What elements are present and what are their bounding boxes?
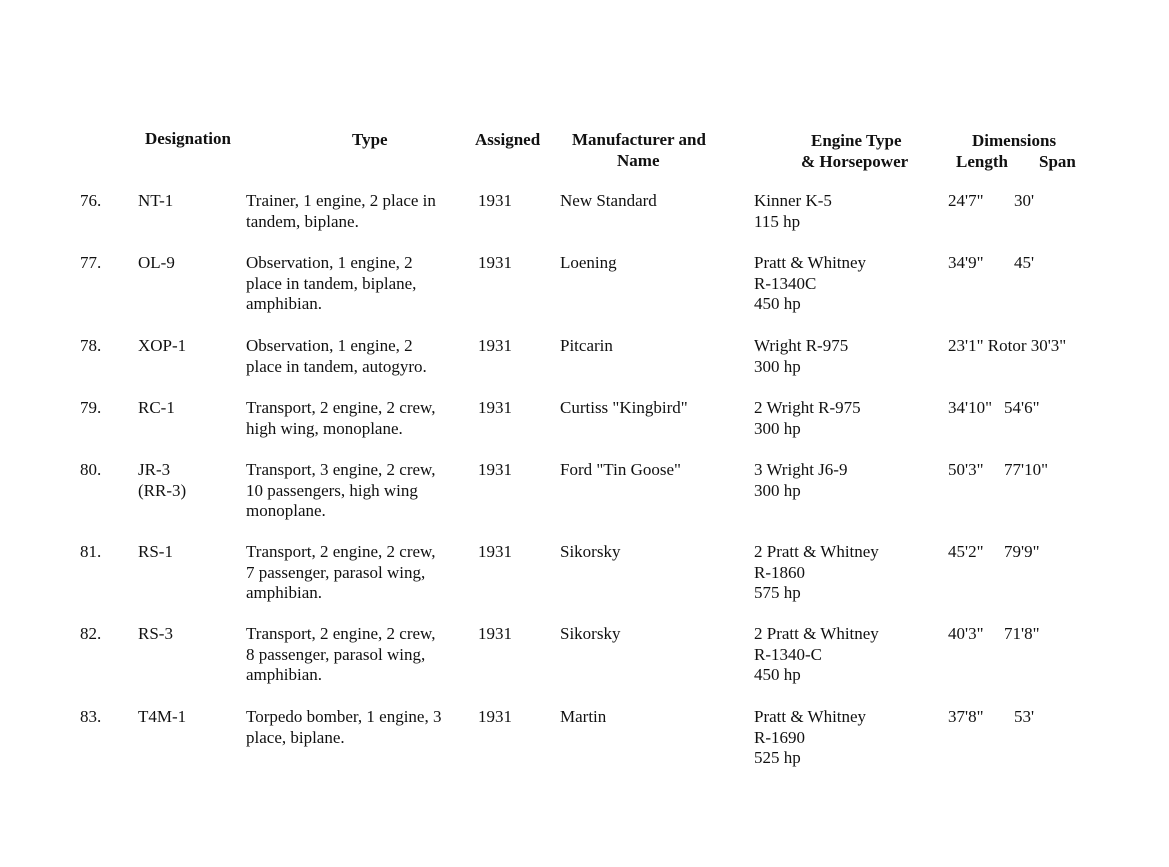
type-cell-line: monoplane. [246, 501, 326, 520]
engine-cell-line: 2 Pratt & Whitney [754, 624, 879, 643]
row-number: 80. [80, 460, 102, 479]
type-cell-line: Transport, 3 engine, 2 crew, [246, 460, 436, 479]
designation-cell [138, 707, 186, 728]
engine-cell-line: 575 hp [754, 583, 801, 602]
length-cell: 37'8" [948, 707, 984, 726]
designation-cell-line: RS-3 [138, 624, 173, 643]
header-manufacturer-line2: Name [617, 151, 660, 170]
designation-cell-line: OL-9 [138, 253, 175, 272]
header-designation: Designation [145, 129, 231, 148]
length-cell: 23'1" Rotor 30'3" [948, 336, 1067, 355]
span-cell: 54'6" [1004, 398, 1040, 417]
header-type: Type [352, 130, 388, 149]
designation-cell-line: XOP-1 [138, 336, 187, 355]
designation-cell-line: (RR-3) [138, 480, 187, 500]
engine-cell-line: R-1340-C [754, 644, 822, 664]
engine-cell-line: R-1340C [754, 273, 817, 293]
span-cell: 79'9" [1004, 542, 1040, 561]
span-cell: 30' [1014, 191, 1035, 210]
engine-cell-line: Pratt & Whitney [754, 253, 867, 272]
row-number: 82. [80, 624, 102, 643]
row-number: 77. [80, 253, 102, 272]
engine-cell [754, 624, 879, 686]
length-cell: 34'10" [948, 398, 993, 417]
engine-cell-line: Pratt & Whitney [754, 707, 867, 726]
engine-cell-line: Kinner K-5 [754, 191, 832, 210]
type-cell [246, 707, 441, 748]
engine-cell [754, 542, 879, 604]
manufacturer-cell: Pitcarin [560, 336, 613, 355]
row-number: 76. [80, 191, 102, 210]
type-cell-line: Transport, 2 engine, 2 crew, [246, 624, 436, 643]
designation-cell [138, 624, 173, 645]
type-cell-line: Trainer, 1 engine, 2 place in [246, 191, 436, 210]
type-cell [246, 460, 435, 522]
engine-cell-line: 300 hp [754, 356, 801, 376]
type-cell-line: place in tandem, autogyro. [246, 356, 427, 376]
row-number: 83. [80, 707, 102, 726]
designation-cell-line: NT-1 [138, 191, 174, 210]
type-cell-line: tandem, biplane. [246, 211, 359, 231]
engine-cell [754, 253, 866, 315]
manufacturer-cell: Sikorsky [560, 542, 621, 561]
type-cell-line: Observation, 1 engine, 2 [246, 336, 413, 355]
designation-cell [138, 253, 175, 274]
engine-cell-line: 525 hp [754, 748, 801, 767]
header-engine-line1: Engine Type [811, 131, 902, 150]
engine-cell-line: 450 hp [754, 665, 801, 684]
length-cell: 50'3" [948, 460, 984, 479]
header-span: Span [1039, 152, 1076, 171]
assigned-cell: 1931 [478, 542, 512, 561]
manufacturer-cell: Sikorsky [560, 624, 621, 643]
designation-cell [138, 191, 173, 212]
manufacturer-cell: New Standard [560, 191, 657, 210]
designation-cell [138, 542, 173, 563]
assigned-cell: 1931 [478, 191, 512, 210]
designation-cell-line: T4M-1 [138, 707, 187, 726]
engine-cell-line: 115 hp [754, 211, 801, 231]
type-cell-line: 10 passengers, high wing [246, 480, 418, 500]
type-cell-line: 7 passenger, parasol wing, [246, 562, 426, 582]
designation-cell [138, 336, 186, 357]
engine-cell-line: Wright R-975 [754, 336, 849, 355]
designation-cell-line: RC-1 [138, 398, 175, 417]
engine-cell [754, 336, 848, 377]
type-cell-line: Torpedo bomber, 1 engine, 3 [246, 707, 442, 726]
assigned-cell: 1931 [478, 253, 512, 272]
assigned-cell: 1931 [478, 707, 512, 726]
type-cell [246, 191, 436, 232]
engine-cell-line: 300 hp [754, 418, 801, 438]
row-number: 79. [80, 398, 102, 417]
type-cell-line: amphibian. [246, 665, 323, 684]
type-cell [246, 336, 427, 377]
length-cell: 24'7" [948, 191, 984, 210]
type-cell-line: amphibian. [246, 583, 323, 602]
type-cell [246, 398, 435, 439]
span-cell: 53' [1014, 707, 1035, 726]
length-cell: 40'3" [948, 624, 984, 643]
assigned-cell: 1931 [478, 624, 512, 643]
designation-cell-line: RS-1 [138, 542, 173, 561]
type-cell-line: Observation, 1 engine, 2 [246, 253, 413, 272]
assigned-cell: 1931 [478, 460, 512, 479]
type-cell-line: Transport, 2 engine, 2 crew, [246, 398, 436, 417]
engine-cell [754, 398, 861, 439]
type-cell-line: amphibian. [246, 294, 323, 313]
manufacturer-cell: Martin [560, 707, 607, 726]
engine-cell-line: 2 Wright R-975 [754, 398, 861, 417]
row-number: 78. [80, 336, 102, 355]
length-cell: 45'2" [948, 542, 984, 561]
engine-cell-line: R-1860 [754, 562, 805, 582]
span-cell: 71'8" [1004, 624, 1040, 643]
length-cell: 34'9" [948, 253, 984, 272]
engine-cell [754, 460, 847, 501]
type-cell [246, 542, 435, 604]
type-cell-line: high wing, monoplane. [246, 418, 403, 438]
span-cell: 77'10" [1004, 460, 1049, 479]
designation-cell [138, 398, 175, 419]
designation-cell-line: JR-3 [138, 460, 171, 479]
engine-cell-line: 300 hp [754, 480, 801, 500]
designation-cell [138, 460, 186, 501]
engine-cell [754, 707, 866, 769]
type-cell-line: 8 passenger, parasol wing, [246, 644, 426, 664]
header-assigned: Assigned [475, 130, 541, 149]
manufacturer-cell: Curtiss "Kingbird" [560, 398, 688, 417]
header-dimensions: Dimensions [972, 131, 1057, 150]
engine-cell [754, 191, 832, 232]
type-cell-line: Transport, 2 engine, 2 crew, [246, 542, 436, 561]
manufacturer-cell: Loening [560, 253, 617, 272]
engine-cell-line: 2 Pratt & Whitney [754, 542, 879, 561]
type-cell [246, 624, 435, 686]
engine-cell-line: R-1690 [754, 727, 805, 747]
engine-cell-line: 3 Wright J6-9 [754, 460, 848, 479]
type-cell [246, 253, 416, 315]
manufacturer-cell: Ford "Tin Goose" [560, 460, 681, 479]
span-cell: 45' [1014, 253, 1035, 272]
assigned-cell: 1931 [478, 398, 512, 417]
assigned-cell: 1931 [478, 336, 512, 355]
row-number: 81. [80, 542, 102, 561]
header-engine-line2: & Horsepower [801, 152, 909, 171]
header-length: Length [956, 152, 1008, 171]
header-manufacturer-line1: Manufacturer and [572, 130, 706, 149]
type-cell-line: place in tandem, biplane, [246, 273, 417, 293]
type-cell-line: place, biplane. [246, 727, 345, 747]
engine-cell-line: 450 hp [754, 294, 801, 313]
